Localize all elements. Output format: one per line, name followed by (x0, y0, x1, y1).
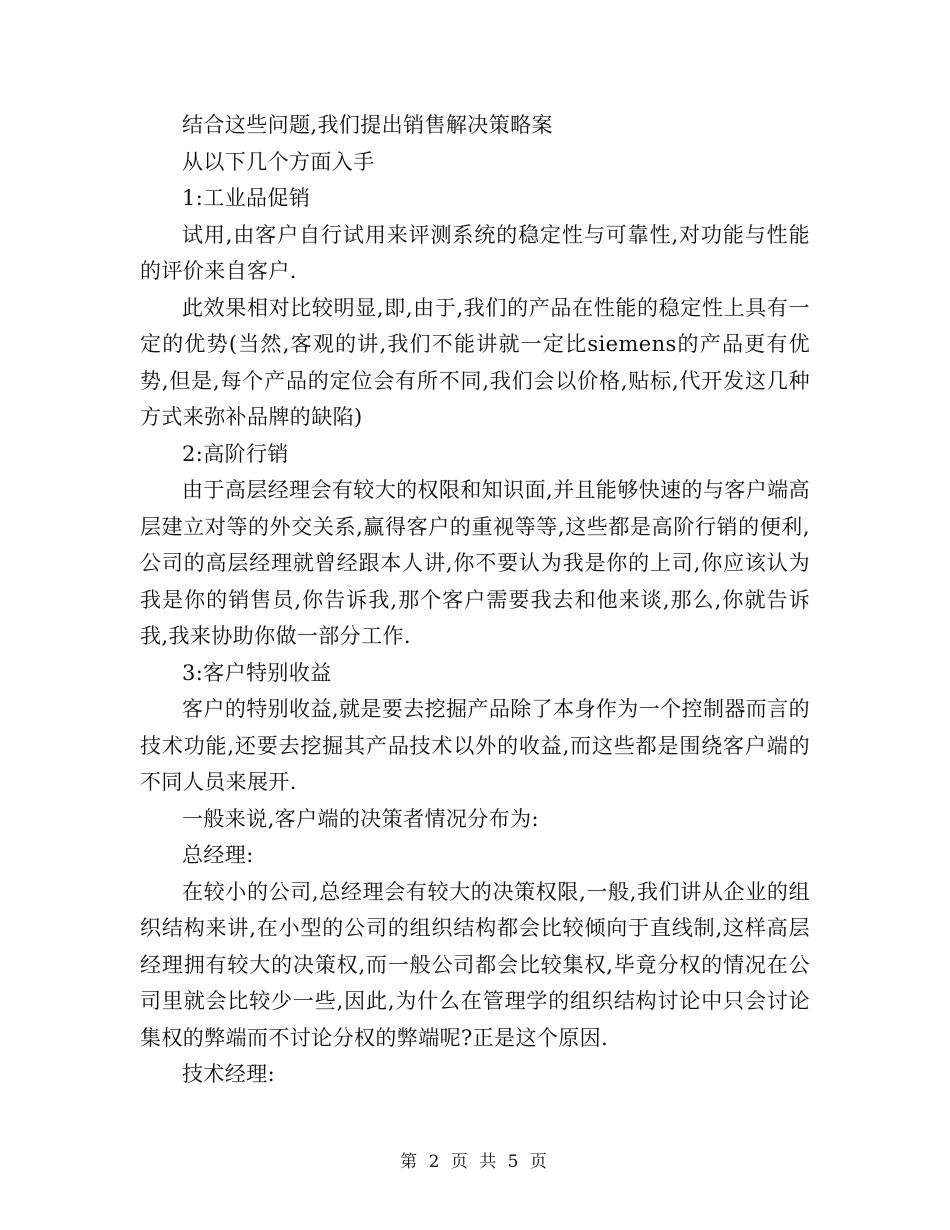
paragraph-customer-benefit: 客户的特别收益,就是要去挖掘产品除了本身作为一个控制器而言的技术功能,还要去挖掘其产品技术以外的收益,而这些都是围绕客户端的不同人员来展开. (140, 697, 810, 794)
page-number-footer: 第 2 页 共 5 页 (400, 1152, 550, 1172)
paragraph-trial: 试用,由客户自行试用来评测系统的稳定性与可靠性,对功能与性能的评价来自客户. (140, 222, 810, 283)
paragraph-decision-makers: 一般来说,客户端的决策者情况分布为: (182, 806, 539, 831)
subheading-technical-manager: 技术经理: (182, 1062, 276, 1086)
section-heading-executive-sales: 2:高阶行销 (182, 441, 289, 466)
document-body (140, 107, 810, 1093)
paragraph-general-manager: 在较小的公司,总经理会有较大的决策权限,一般,我们讲从企业的组织结构来讲,在小型的公司的组织结构都会比较倾向于直线制,这样高层经理拥有较大的决策权,而一般公司都会比较集权,毕竟分权的情况在公司里就会比较少一些,因此,为什么在管理学的组织结构讨论中只会讨论集权的弊端而不讨论分权的弊端呢?正是这个原因. (140, 879, 810, 1050)
subheading-general-manager: 总经理: (182, 843, 254, 867)
paragraph-intro: 结合这些问题,我们提出销售解决策略案 (182, 113, 553, 137)
section-heading-customer-benefit: 3:客户特别收益 (182, 660, 332, 685)
paragraph-executive-sales: 由于高层经理会有较大的权限和知识面,并且能够快速的与客户端高层建立对等的外交关系,赢得客户的重视等等,这些都是高阶行销的便利,公司的高层经理就曾经跟本人讲,你不要认为我是你的上司,你应该认为我是你的销售员,你告诉我,那个客户需要我去和他来谈,那么,你就告诉我,我来协助你做一部分工作. (140, 478, 810, 648)
section-heading-promotion: 1:工业品促销 (182, 186, 311, 210)
paragraph-effect: 此效果相对比较明显,即,由于,我们的产品在性能的稳定性上具有一定的优势(当然,客观的讲,我们不能讲就一定比siemens的产品更有优势,但是,每个产品的定位会有所不同,我们会以价格,贴标,代开发这几种方式来弥补品牌的缺陷) (140, 295, 810, 429)
paragraph-aspects: 从以下几个方面入手 (182, 149, 375, 174)
